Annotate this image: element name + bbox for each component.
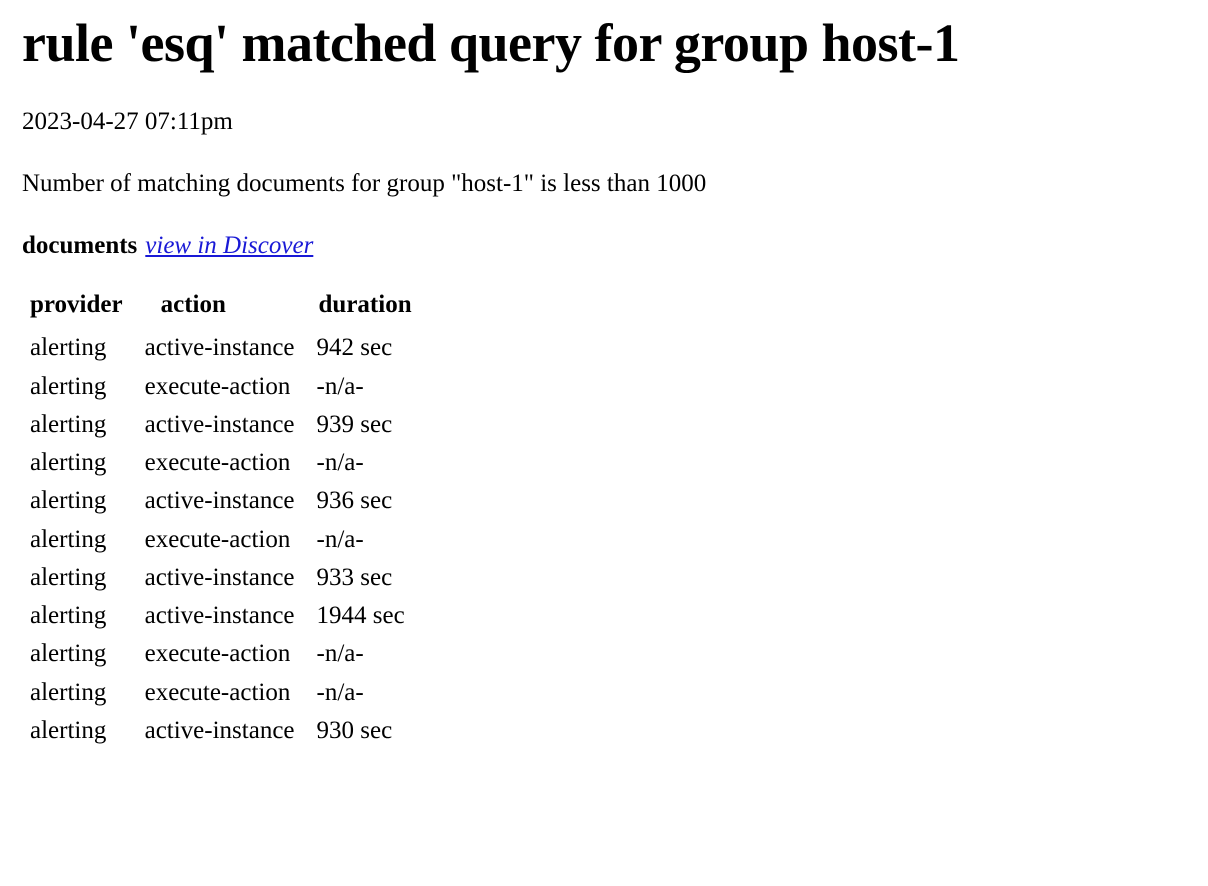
- cell-provider: alerting: [30, 602, 107, 630]
- cell-duration: 930 sec: [316, 716, 393, 744]
- cell-action: execute-action: [144, 678, 291, 706]
- cell-provider: alerting: [30, 487, 107, 515]
- table-row: [22, 482, 426, 520]
- cell-action: execute-action: [144, 449, 291, 477]
- table-row: [22, 406, 426, 444]
- table-row: [22, 559, 426, 597]
- cell-duration: 1944 sec: [316, 602, 405, 630]
- cell-action: active-instance: [144, 334, 295, 362]
- cell-duration: -n/a-: [316, 640, 364, 668]
- column-header-duration: duration: [318, 291, 412, 319]
- cell-provider: alerting: [30, 678, 107, 706]
- cell-provider: alerting: [30, 372, 107, 400]
- table-row: [22, 368, 426, 406]
- cell-provider: alerting: [30, 640, 107, 668]
- cell-duration: -n/a-: [316, 372, 364, 400]
- alert-timestamp: 2023-04-27 07:11pm: [22, 108, 233, 136]
- cell-duration: 939 sec: [316, 410, 393, 438]
- table-row: [22, 329, 426, 367]
- cell-duration: -n/a-: [316, 678, 364, 706]
- table-row: [22, 444, 426, 482]
- table-row: [22, 635, 426, 673]
- page-title: rule 'esq' matched query for group host-1: [22, 13, 960, 73]
- cell-provider: alerting: [30, 716, 107, 744]
- cell-provider: alerting: [30, 410, 107, 438]
- cell-provider: alerting: [30, 334, 107, 362]
- alert-message: Number of matching documents for group "host-1" is less than 1000: [22, 170, 707, 198]
- column-header-action: action: [160, 291, 226, 319]
- cell-action: active-instance: [144, 563, 295, 591]
- cell-provider: alerting: [30, 563, 107, 591]
- table-body: [22, 329, 426, 750]
- cell-duration: 942 sec: [316, 334, 393, 362]
- cell-action: active-instance: [144, 602, 295, 630]
- documents-line: [22, 231, 1208, 261]
- cell-action: execute-action: [144, 640, 291, 668]
- cell-duration: -n/a-: [316, 525, 364, 553]
- cell-duration: 936 sec: [316, 487, 393, 515]
- cell-action: execute-action: [144, 372, 291, 400]
- documents-table: [22, 291, 426, 750]
- cell-action: active-instance: [144, 410, 295, 438]
- table-row: [22, 521, 426, 559]
- column-header-provider: provider: [30, 291, 123, 319]
- cell-provider: alerting: [30, 525, 107, 553]
- documents-label: documents: [22, 232, 138, 260]
- cell-duration: 933 sec: [316, 563, 393, 591]
- table-header-row: [22, 291, 426, 329]
- table-header: [22, 291, 426, 329]
- cell-provider: alerting: [30, 449, 107, 477]
- cell-duration: -n/a-: [316, 449, 364, 477]
- cell-action: active-instance: [144, 716, 295, 744]
- cell-action: active-instance: [144, 487, 295, 515]
- cell-action: execute-action: [144, 525, 291, 553]
- table-row: [22, 674, 426, 712]
- view-in-discover-link[interactable]: view in Discover: [145, 232, 314, 260]
- table-row: [22, 597, 426, 635]
- table-row: [22, 712, 426, 750]
